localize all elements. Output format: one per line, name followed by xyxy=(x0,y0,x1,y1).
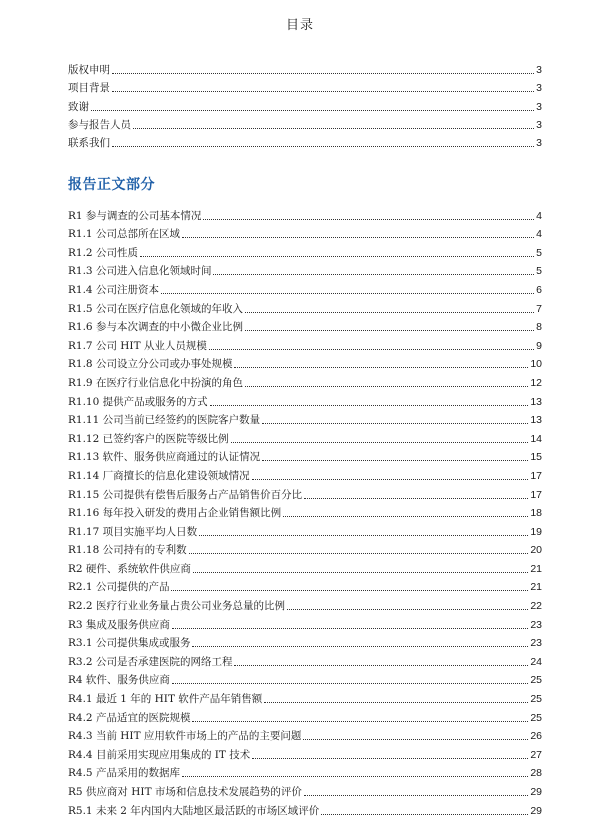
front-matter-toc xyxy=(68,58,542,149)
toc-title: 目录 xyxy=(285,18,314,33)
toc-entry[interactable] xyxy=(68,463,542,482)
toc-entry-page: 21 xyxy=(530,562,542,575)
toc-entry[interactable] xyxy=(68,742,542,761)
toc-entry-page: 21 xyxy=(530,581,542,594)
toc-dot-leader xyxy=(203,219,534,220)
toc-dot-leader xyxy=(172,683,528,684)
toc-entry-page: 25 xyxy=(530,711,542,724)
toc-entry-page: 14 xyxy=(530,432,542,445)
toc-entry[interactable] xyxy=(68,612,542,631)
toc-entry-label: R1.5 公司在医疗信息化领域的年收入 xyxy=(68,302,243,315)
toc-dot-leader xyxy=(210,405,529,406)
toc-entry[interactable] xyxy=(68,240,542,259)
toc-entry-page: 10 xyxy=(530,358,542,371)
toc-entry-label: R5.1 未来 2 年内国内大陆地区最活跃的市场区域评价 xyxy=(68,804,320,817)
toc-entry-label: R4.2 产品适宜的医院规模 xyxy=(68,711,191,724)
toc-entry-page: 9 xyxy=(536,339,542,352)
toc-entry-label: R2.2 医疗行业业务量占贵公司业务总量的比例 xyxy=(68,600,285,613)
toc-entry-label: 联系我们 xyxy=(68,136,110,149)
toc-entry-page: 17 xyxy=(530,488,542,501)
toc-entry-page: 29 xyxy=(530,804,542,817)
toc-dot-leader xyxy=(252,758,528,759)
toc-dot-leader xyxy=(192,721,528,722)
toc-dot-leader xyxy=(182,776,528,777)
toc-entry-page: 23 xyxy=(530,637,542,650)
toc-entry-label: R1.2 公司性质 xyxy=(68,246,138,259)
toc-entry[interactable] xyxy=(68,408,542,427)
toc-entry-label: R5 供应商对 HIT 市场和信息技术发展趋势的评价 xyxy=(68,786,302,798)
toc-entry[interactable] xyxy=(68,370,542,389)
toc-entry[interactable] xyxy=(68,649,542,668)
toc-entry-page: 13 xyxy=(530,395,542,408)
toc-dot-leader xyxy=(304,795,528,796)
toc-entry[interactable] xyxy=(68,259,542,278)
toc-dot-leader xyxy=(264,702,528,703)
toc-entry-page: 4 xyxy=(536,209,542,222)
toc-dot-leader xyxy=(133,128,534,129)
toc-entry[interactable] xyxy=(68,333,542,352)
toc-dot-leader xyxy=(245,312,534,313)
toc-entry-label: R1.12 已签约客户的医院等级比例 xyxy=(68,432,229,445)
toc-entry-page: 5 xyxy=(536,246,542,259)
toc-entry[interactable] xyxy=(68,501,542,520)
toc-entry-label: R1.1 公司总部所在区域 xyxy=(68,228,180,241)
toc-entry-label: R3.1 公司提供集成或服务 xyxy=(68,637,191,650)
toc-entry-label: 致谢 xyxy=(68,100,89,113)
toc-entry[interactable] xyxy=(68,389,542,408)
toc-dot-leader xyxy=(213,274,534,275)
toc-entry[interactable] xyxy=(68,315,542,334)
toc-entry-label: R1 参与调查的公司基本情况 xyxy=(68,209,202,222)
toc-entry-page: 17 xyxy=(530,469,542,482)
toc-entry-label: R4.4 目前采用实现应用集成的 IT 技术 xyxy=(68,748,251,761)
toc-entry-page: 3 xyxy=(536,82,542,95)
toc-entry-page: 18 xyxy=(530,507,542,520)
toc-entry[interactable] xyxy=(68,482,542,501)
toc-entry[interactable] xyxy=(68,761,542,780)
toc-dot-leader xyxy=(182,237,534,238)
toc-entry-label: R1.6 参与本次调查的中小微企业比例 xyxy=(68,321,243,334)
toc-entry-page: 6 xyxy=(536,283,542,296)
toc-entry-page: 12 xyxy=(530,376,542,389)
toc-entry[interactable] xyxy=(68,686,542,705)
toc-entry[interactable] xyxy=(68,113,542,131)
toc-dot-leader xyxy=(234,367,528,368)
toc-entry[interactable] xyxy=(68,131,542,149)
toc-entry-page: 28 xyxy=(530,767,542,780)
section-heading: 报告正文部分 xyxy=(68,176,155,192)
toc-entry-label: R1.8 公司设立分公司或办事处规模 xyxy=(68,358,233,371)
toc-dot-leader xyxy=(262,460,528,461)
toc-entry-page: 3 xyxy=(536,136,542,149)
toc-entry-label: R1.3 公司进入信息化领域时间 xyxy=(68,265,212,278)
toc-entry-label: R4 软件、服务供应商 xyxy=(68,674,170,687)
toc-dot-leader xyxy=(91,110,534,111)
toc-entry-page: 3 xyxy=(536,118,542,131)
toc-entry[interactable] xyxy=(68,593,542,612)
toc-entry-page: 23 xyxy=(530,618,542,631)
toc-entry[interactable] xyxy=(68,724,542,743)
toc-dot-leader xyxy=(234,665,528,666)
toc-dot-leader xyxy=(140,256,534,257)
toc-entry-label: 参与报告人员 xyxy=(68,118,131,131)
toc-entry[interactable] xyxy=(68,538,542,557)
toc-entry-page: 5 xyxy=(536,265,542,278)
toc-entry[interactable] xyxy=(68,277,542,296)
toc-entry[interactable] xyxy=(68,203,542,222)
toc-dot-leader xyxy=(252,479,529,480)
toc-entry-label: R2.1 公司提供的产品 xyxy=(68,581,170,594)
toc-dot-leader xyxy=(283,516,528,517)
toc-dot-leader xyxy=(262,423,528,424)
toc-entry-page: 27 xyxy=(530,748,542,761)
toc-entry-page: 29 xyxy=(530,786,542,798)
toc-dot-leader xyxy=(161,293,534,294)
toc-entry-page: 19 xyxy=(530,525,542,538)
toc-entry[interactable] xyxy=(68,631,542,650)
toc-entry-label: R1.4 公司注册资本 xyxy=(68,283,159,296)
toc-entry[interactable] xyxy=(68,575,542,594)
toc-dot-leader xyxy=(193,572,528,573)
toc-entry[interactable] xyxy=(68,426,542,445)
toc-dot-leader xyxy=(189,553,529,554)
toc-entry-label: R1.9 在医疗行业信息化中扮演的角色 xyxy=(68,376,243,389)
toc-dot-leader xyxy=(112,91,534,92)
toc-entry-page: 8 xyxy=(536,321,542,334)
toc-entry[interactable] xyxy=(68,58,542,76)
toc-entry-page: 3 xyxy=(536,64,542,77)
toc-entry-page: 26 xyxy=(530,730,542,743)
toc-entry-label: R1.17 项目实施平均人日数 xyxy=(68,525,198,538)
toc-entry-page: 22 xyxy=(530,600,542,613)
toc-dot-leader xyxy=(245,386,528,387)
toc-dot-leader xyxy=(172,628,528,629)
toc-entry-label: R3.2 公司是否承建医院的网络工程 xyxy=(68,655,233,668)
toc-entry-page: 20 xyxy=(530,544,542,557)
toc-entry-page: 25 xyxy=(530,693,542,706)
toc-entry-label: R1.7 公司 HIT 从业人员规模 xyxy=(68,339,207,352)
toc-dot-leader xyxy=(112,146,534,147)
toc-entry-page: 15 xyxy=(530,451,542,464)
toc-entry-page: 13 xyxy=(530,414,542,427)
toc-entry-label: R1.16 每年投入研发的费用占企业销售额比例 xyxy=(68,507,282,520)
toc-entry[interactable] xyxy=(68,705,542,724)
toc-entry[interactable] xyxy=(68,519,542,538)
toc-entry[interactable] xyxy=(68,779,542,798)
toc-dot-leader xyxy=(304,498,528,499)
toc-entry-page: 25 xyxy=(530,674,542,687)
toc-entry[interactable] xyxy=(68,445,542,464)
toc-entry-label: 版权申明 xyxy=(68,64,110,77)
toc-entry-label: R1.18 公司持有的专利数 xyxy=(68,544,187,557)
toc-entry[interactable] xyxy=(68,556,542,575)
toc-dot-leader xyxy=(171,590,528,591)
toc-entry-page: 7 xyxy=(536,302,542,315)
toc-dot-leader xyxy=(112,73,534,74)
toc-entry-label: R4.5 产品采用的数据库 xyxy=(68,767,180,780)
toc-dot-leader xyxy=(192,646,528,647)
toc-entry-label: R1.15 公司提供有偿售后服务占产品销售价百分比 xyxy=(68,488,303,501)
toc-entry-label: R1.11 公司当前已经签约的医院客户数量 xyxy=(68,414,261,427)
toc-entry-page: 3 xyxy=(536,100,542,113)
toc-dot-leader xyxy=(231,442,529,443)
toc-entry-page: 24 xyxy=(530,655,542,668)
toc-dot-leader xyxy=(321,814,528,815)
toc-entry[interactable] xyxy=(68,222,542,241)
toc-entry[interactable] xyxy=(68,352,542,371)
toc-dot-leader xyxy=(199,535,528,536)
toc-entry-label: R4.3 当前 HIT 应用软件市场上的产品的主要问题 xyxy=(68,730,302,743)
toc-dot-leader xyxy=(287,609,528,610)
toc-entry-label: R2 硬件、系统软件供应商 xyxy=(68,562,191,575)
toc-entry-page: 4 xyxy=(536,228,542,241)
toc-entry-label: R3 集成及服务供应商 xyxy=(68,618,170,631)
toc-entry-label: R1.14 厂商擅长的信息化建设领域情况 xyxy=(68,469,250,482)
toc-dot-leader xyxy=(209,349,534,350)
toc-entry-label: R1.10 提供产品或服务的方式 xyxy=(68,395,208,408)
toc-entry[interactable] xyxy=(68,94,542,112)
toc-dot-leader xyxy=(245,330,534,331)
toc-entry-label: 项目背景 xyxy=(68,82,110,95)
toc-entry[interactable] xyxy=(68,668,542,687)
toc-dot-leader xyxy=(303,739,528,740)
toc-entry-label: R4.1 最近 1 年的 HIT 软件产品年销售额 xyxy=(68,693,263,706)
toc-entry[interactable] xyxy=(68,296,542,315)
toc-entry[interactable] xyxy=(68,76,542,94)
toc-entry-label: R1.13 软件、服务供应商通过的认证情况 xyxy=(68,451,261,464)
body-toc xyxy=(68,203,542,817)
